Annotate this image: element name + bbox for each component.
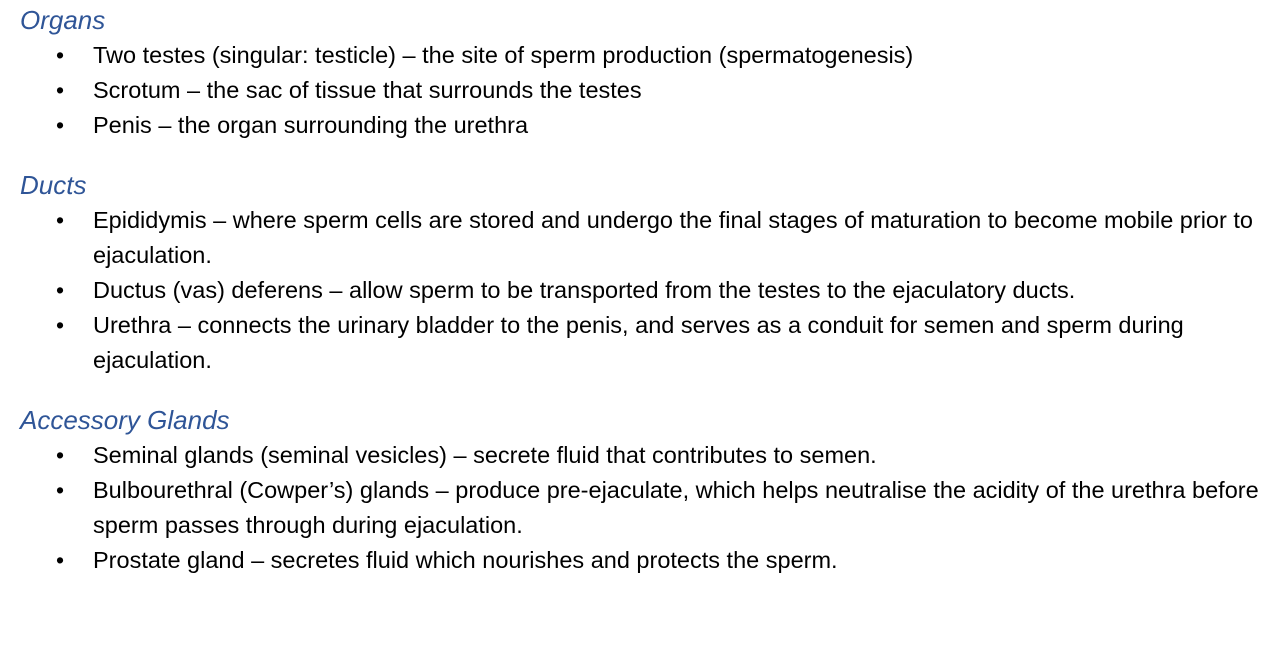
bullet-icon: • bbox=[56, 207, 65, 233]
list-item bbox=[20, 438, 1280, 473]
list-item bbox=[20, 203, 1280, 273]
list-item-text: Prostate gland – secretes fluid which nourishes and protects the sperm. bbox=[93, 547, 838, 573]
list-item-text: Scrotum – the sac of tissue that surrounds the testes bbox=[93, 77, 642, 103]
list-item-text: Penis – the organ surrounding the urethra bbox=[93, 112, 529, 138]
list-item bbox=[20, 543, 1280, 578]
bullet-icon: • bbox=[56, 442, 65, 468]
list-item bbox=[20, 273, 1280, 308]
bullet-list bbox=[20, 203, 1288, 378]
section-heading: Accessory Glands bbox=[20, 405, 230, 435]
list-item bbox=[20, 38, 1280, 73]
section-heading: Organs bbox=[20, 5, 106, 35]
list-item-text: Bulbourethral (Cowper’s) glands – produce pre-ejaculate, which helps neutralise the acidity of the urethra before sperm passes through during ejaculation. bbox=[93, 477, 1259, 538]
list-item-text: Urethra – connects the urinary bladder to the penis, and serves as a conduit for semen and sperm during ejaculation. bbox=[93, 312, 1184, 373]
bullet-list bbox=[20, 438, 1288, 578]
bullet-icon: • bbox=[56, 477, 65, 503]
section-heading: Ducts bbox=[20, 170, 87, 200]
bullet-icon: • bbox=[56, 547, 65, 573]
list-item-text: Two testes (singular: testicle) – the site of sperm production (spermatogenesis) bbox=[93, 42, 914, 68]
bullet-icon: • bbox=[56, 312, 65, 338]
list-item-text: Ductus (vas) deferens – allow sperm to be transported from the testes to the ejaculatory ducts. bbox=[93, 277, 1076, 303]
list-item-text: Seminal glands (seminal vesicles) – secrete fluid that contributes to semen. bbox=[93, 442, 877, 468]
list-item bbox=[20, 308, 1280, 378]
bullet-icon: • bbox=[56, 77, 65, 103]
bullet-icon: • bbox=[56, 277, 65, 303]
section-ducts bbox=[20, 167, 1288, 378]
section-accessory-glands bbox=[20, 402, 1288, 578]
list-item bbox=[20, 473, 1280, 543]
section-organs bbox=[20, 2, 1288, 143]
list-item bbox=[20, 108, 1280, 143]
list-item-text: Epididymis – where sperm cells are stored and undergo the final stages of maturation to become mobile prior to ejaculation. bbox=[93, 207, 1253, 268]
bullet-list bbox=[20, 38, 1288, 143]
bullet-icon: • bbox=[56, 42, 65, 68]
list-item bbox=[20, 73, 1280, 108]
bullet-icon: • bbox=[56, 112, 65, 138]
